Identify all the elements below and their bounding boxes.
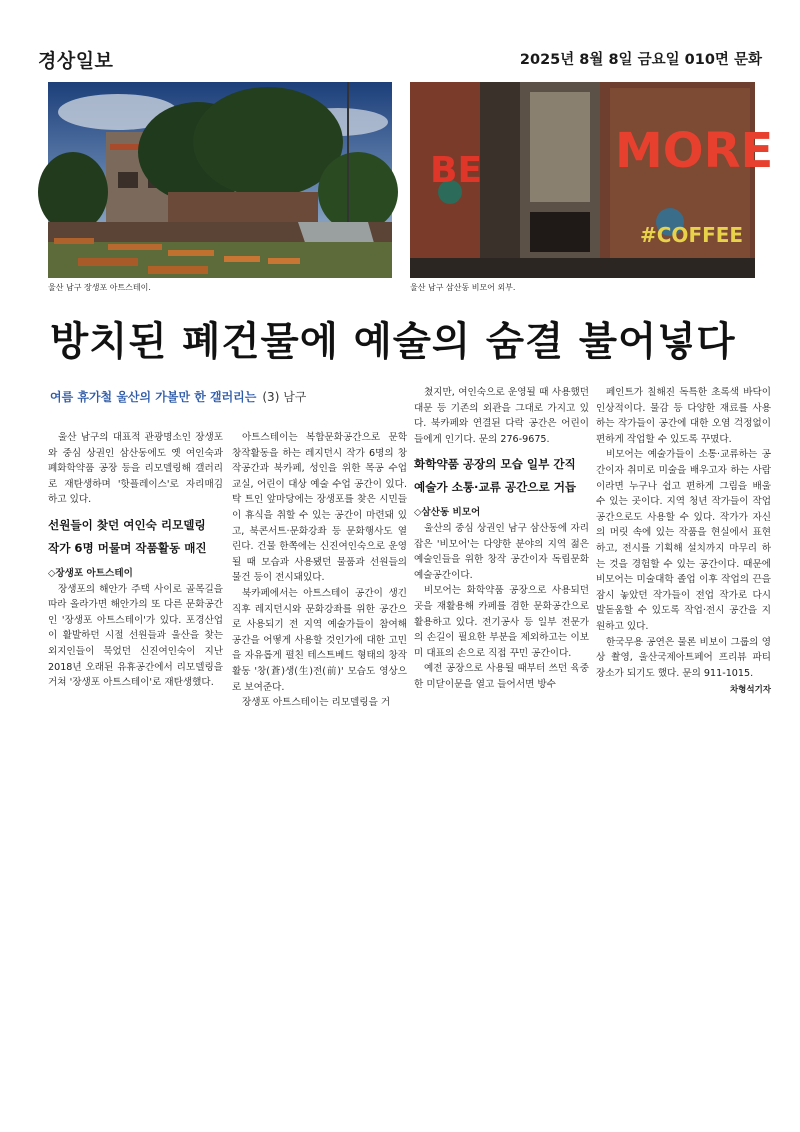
article-column-3 xyxy=(414,385,589,693)
photo-artstay xyxy=(48,82,392,278)
article-column-2 xyxy=(232,430,407,711)
paragraph: 비모어는 화학약품 공장으로 사용되던 곳을 재활용해 카페를 겸한 문화공간으로 활용하고 있다. 전기공사 등 일부 전문가의 손길이 필요한 부분을 제외하고는 이보미 대표의 손으로 직접 꾸민 공간이다. xyxy=(414,585,589,659)
artstay-photo-image xyxy=(48,82,392,278)
issue-date-line: 2025년 8월 8일 금요일 010면 문화 xyxy=(519,52,762,68)
paragraph: 장생포의 해안가 주택 사이로 골목길을 따라 올라가면 해안가의 또 다른 문화공간인 '장생포 아트스테이'가 있다. 포경산업이 활발하던 시절 선원들과 울산을 찾는 외지인들이 묵었던 신진여인숙이 지난 2018년 오래된 유휴공간에서 리모델링을 거쳐 '장생포 아트스테이'로 재탄생했다. xyxy=(48,583,223,689)
subheading-line: 화학약품 공장의 모습 일부 간직 xyxy=(414,457,576,472)
subheading xyxy=(414,453,589,499)
subheading-line: 선원들이 찾던 여인숙 리모델링 xyxy=(48,517,206,532)
paragraph: 예전 공장으로 사용될 때부터 쓰던 육중한 미닫이문을 열고 들어서면 방수 xyxy=(414,663,589,690)
reporter-byline: 차형석기자 xyxy=(729,685,771,696)
paragraph: 장생포 아트스테이는 리모델링을 거 xyxy=(242,697,391,709)
paragraph: 아트스테이는 복합문화공간으로 문학 창작활동을 하는 레지던시 작가 6명의 창작공간과 북카페, 성인을 위한 목공 수업교실, 어린이 대상 예술 수업 공간이 있다. 탁 트인 앞마당에는 장생포를 찾은 시민들이 휴식을 취할 수 있는 공간이 마련돼 있고, 북콘서트·문화강좌 등 문화행사도 열린다. 건물 한쪽에는 신진여인숙으로 운영될 때 모습과 사용됐던 물품과 선원들의 물건 등이 전시돼있다. xyxy=(232,432,407,584)
paragraph: 북카페에서는 아트스테이 공간이 생긴 직후 레지던시와 문화강좌를 위한 공간으로 사용되기 전 지역 예술가들이 참여해 공간을 어떻게 사용할 것인가에 대한 고민을 자유롭게 펼친 테스트베드 형태의 창작활동 '창(蒼)생(生)전(前)' 모습도 영상으로 보여준다. xyxy=(232,587,407,693)
paragraph: 울산의 중심 상권인 남구 삼산동에 자리잡은 '비모어'는 다양한 분야의 지역 젊은 예술인들을 위한 창작 공간이자 독립문화예술공간이다. xyxy=(414,522,589,581)
paragraph: 비모어는 예술가들이 소통·교류하는 공간이자 취미로 미술을 배우고자 하는 사람이라면 누구나 쉽고 편하게 그림을 배울 수 있는 곳이다. 지역 청년 작가들이 작업공간으로도 사용할 수 있다. 작가가 자신의 머릿 속에 있는 작품을 현실에서 표현하고, 전시를 기획해 설치까지 마무리 하는 것을 경험할 수 있는 공간이다. 때문에 비모어는 미술대학 졸업 이후 작업의 끈을 잠시 놓았던 작가들이 전업 작가로 다시 발돋움할 수 있도록 작업·전시 공간을 지원하고 있다. xyxy=(596,449,771,632)
photo-caption-right: 울산 남구 삼산동 비모어 외부. xyxy=(410,283,516,292)
section-marker: ◇장생포 아트스테이 xyxy=(48,567,133,579)
series-title xyxy=(50,388,306,405)
bemore-photo-image xyxy=(410,82,774,278)
subheading-line: 작가 6명 머물며 작품활동 매진 xyxy=(48,540,207,555)
graffiti-be: BE xyxy=(430,150,483,191)
subheading xyxy=(48,514,223,560)
masthead xyxy=(0,0,800,72)
paper-name: 경상일보 xyxy=(38,50,114,72)
series-number: (3) 남구 xyxy=(262,390,307,404)
paragraph: 쳤지만, 여인숙으로 운영될 때 사용했던 대문 등 기존의 외관을 그대로 가지고 있다. 북카페와 연결된 다락 공간은 어린이들에게 인기다. 문의 276-9675. xyxy=(414,387,589,445)
paragraph: 페인트가 칠해진 독특한 초록색 바닥이 인상적이다. 물감 등 다양한 재료를 사용하는 작가들이 공간에 대한 오염 걱정없이 편하게 작업할 수 있도록 꾸몄다. xyxy=(596,387,771,445)
article-column-4 xyxy=(596,385,771,699)
photo-caption-left: 울산 남구 장생포 아트스테이. xyxy=(48,283,151,292)
paragraph: 한국무용 공연은 물론 비보이 그룹의 영상 촬영, 울산국제아트페어 프리뷰 파티 장소가 되기도 했다. 문의 911-1015. xyxy=(596,636,771,679)
article-column-1 xyxy=(48,430,223,691)
subheading-line: 예술가 소통·교류 공간으로 거듭 xyxy=(414,480,577,495)
section-marker: ◇삼산동 비모어 xyxy=(414,507,481,519)
graffiti-coffee: #COFFEE xyxy=(640,223,744,247)
photo-bemore xyxy=(410,82,774,278)
graffiti-more: MORE xyxy=(615,123,774,179)
series-lead: 여름 휴가철 울산의 가볼만 한 갤러리는 xyxy=(50,390,257,404)
article-headline: 방치된 폐건물에 예술의 숨결 불어넣다 xyxy=(50,319,736,365)
paragraph: 울산 남구의 대표적 관광명소인 장생포와 중심 상권인 삼산동에도 옛 여인숙과 폐화학약품 공장 등을 리모델링해 갤러리로 재탄생하며 '핫플레이스'로 자리매김 하고 있다. xyxy=(48,432,223,506)
